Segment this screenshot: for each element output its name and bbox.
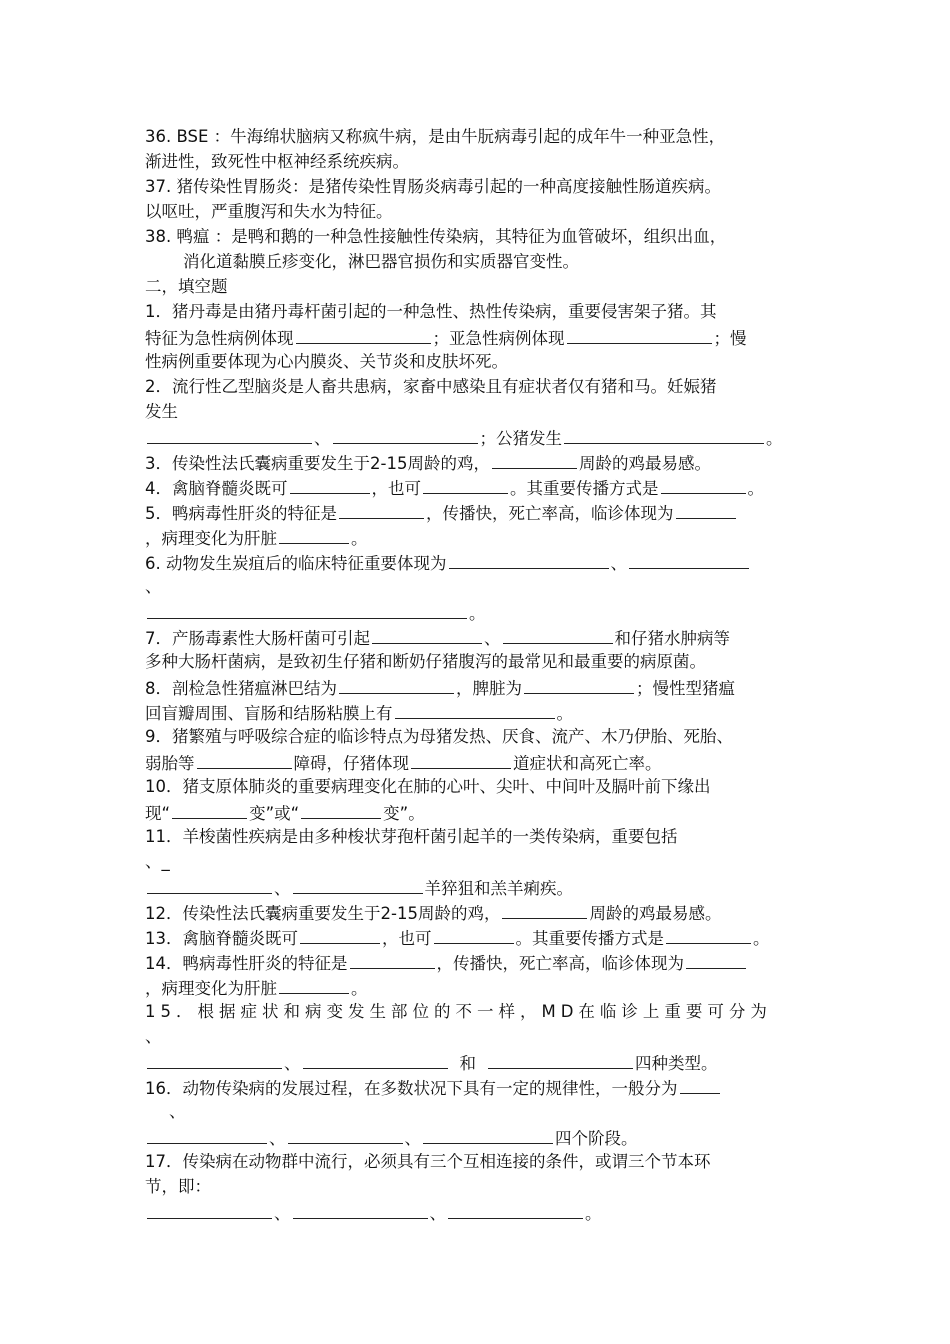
answer-blank[interactable] — [147, 600, 467, 619]
q9-line-2 — [145, 750, 820, 774]
answer-blank[interactable] — [147, 1200, 272, 1219]
q7-line-1 — [145, 625, 820, 649]
text: 四种类型。 — [635, 1054, 718, 1073]
text: 节，即： — [145, 1177, 211, 1196]
answer-blank[interactable] — [423, 475, 508, 494]
text: 消化道黏膜丘疹变化，淋巴器官损伤和实质器官变性。 — [183, 252, 579, 271]
text: 8．剖检急性猪瘟淋巴结为 — [145, 679, 337, 698]
item-38-line-1 — [145, 225, 820, 249]
text: 性病例重要体现为心内膜炎、关节炎和皮肤坏死。 — [145, 352, 508, 371]
answer-blank[interactable] — [293, 1200, 428, 1219]
answer-blank[interactable] — [293, 875, 423, 894]
answer-blank[interactable] — [197, 750, 292, 769]
text: 37. 猪传染性胃肠炎：是猪传染性胃肠炎病毒引起的一种高度接触性肠道疾病。 — [145, 177, 721, 196]
q12-line — [145, 900, 820, 924]
q10-line-2 — [145, 800, 820, 824]
text: 17．传染病在动物群中流行，必须具有三个互相连接的条件，或谓三个节本环 — [145, 1152, 711, 1171]
text: ，病理变化为肝脏 — [145, 979, 277, 998]
q11-line-3 — [145, 875, 820, 899]
text: 5．鸭病毒性肝炎的特征是 — [145, 504, 337, 523]
text: 10．猪支原体肺炎的重要病理变化在肺的心叶、尖叶、中间叶及膈叶前下缘出 — [145, 777, 711, 796]
answer-blank[interactable] — [147, 425, 312, 444]
answer-blank[interactable] — [629, 550, 749, 569]
q8-line-2 — [145, 700, 820, 724]
q2-line-1 — [145, 375, 820, 399]
text: 、 — [484, 629, 501, 648]
item-37-line-1 — [145, 175, 820, 199]
answer-blank[interactable] — [661, 475, 746, 494]
text: 6. 动物发生炭疽后的临床特征重要体现为 — [145, 554, 447, 573]
text: 、 — [404, 1129, 421, 1148]
answer-blank[interactable] — [449, 550, 609, 569]
text: 多种大肠杆菌病，是致初生仔猪和断奶仔猪腹泻的最常见和最重要的病原菌。 — [145, 652, 706, 671]
text: 12．传染性法氏囊病重要发生于2-15周龄的鸡， — [145, 904, 501, 923]
text: 2．流行性乙型脑炎是人畜共患病，家畜中感染且有症状者仅有猪和马。妊娠猪 — [145, 377, 717, 396]
answer-blank[interactable] — [686, 950, 746, 969]
answer-blank[interactable] — [423, 1125, 553, 1144]
answer-blank[interactable] — [411, 750, 511, 769]
text: 。 — [585, 1204, 602, 1223]
text: 9．猪繁殖与呼吸综合症的临诊特点为母猪发热、厌食、流产、木乃伊胎、死胎、 — [145, 727, 733, 746]
text: 13．禽脑脊髓炎既可 — [145, 929, 298, 948]
text: 变”。 — [383, 804, 425, 823]
answer-blank[interactable] — [448, 1200, 583, 1219]
text: 。 — [469, 604, 486, 623]
text: 。 — [556, 704, 573, 723]
text: ，也可 — [371, 479, 421, 498]
q17-line-1 — [145, 1150, 820, 1174]
answer-blank[interactable] — [288, 1125, 403, 1144]
item-38-line-2 — [145, 250, 820, 274]
text: 羊猝狙和羔羊痢疾。 — [424, 879, 573, 898]
text: 、 — [274, 1204, 291, 1223]
q5-line-2 — [145, 525, 820, 549]
text: ；亚急性病例体现 — [432, 329, 565, 348]
text: 、 — [169, 1102, 186, 1121]
answer-blank[interactable] — [339, 675, 454, 694]
q1-line-2 — [145, 325, 820, 349]
answer-blank[interactable] — [372, 625, 482, 644]
q3-line — [145, 450, 820, 474]
text: 障碍，仔猪体现 — [293, 754, 409, 773]
text: 11．羊梭菌性疾病是由多种梭状芽孢杆菌引起羊的一类传染病，重要包括 — [145, 827, 678, 846]
text: 、 — [284, 1054, 301, 1073]
text: 周龄的鸡最易感。 — [589, 904, 722, 923]
text: 和仔猪水肿病等 — [614, 629, 730, 648]
text: 周龄的鸡最易感。 — [578, 454, 711, 473]
text: 。 — [351, 979, 368, 998]
text: 、_ — [145, 852, 170, 871]
text: ，传播快，死亡率高，临诊体现为 — [426, 504, 674, 523]
text: ，传播快，死亡率高，临诊体现为 — [436, 954, 684, 973]
answer-blank[interactable] — [502, 900, 587, 919]
text: 、 — [269, 1129, 286, 1148]
q15-line-1 — [145, 1000, 820, 1024]
text: 现“ — [145, 804, 171, 823]
answer-blank[interactable] — [666, 925, 751, 944]
answer-blank[interactable] — [680, 1075, 720, 1094]
q14-line-2 — [145, 975, 820, 999]
text: 。 — [766, 429, 783, 448]
q1-line-3 — [145, 350, 820, 374]
text: 弱胎等 — [145, 754, 195, 773]
answer-blank[interactable] — [564, 425, 764, 444]
q16-line-1 — [145, 1075, 820, 1099]
text: 、 — [274, 879, 291, 898]
q15-line-3 — [145, 1050, 820, 1074]
text: 15．根据症状和病变发生部位的不一样，MD在临诊上重要可分为 — [145, 1002, 772, 1021]
q6-line-2 — [145, 575, 820, 599]
text: 发生 — [145, 402, 178, 421]
q13-line — [145, 925, 820, 949]
text: 四个阶段。 — [555, 1129, 638, 1148]
text: 1．猪丹毒是由猪丹毒杆菌引起的一种急性、热性传染病，重要侵害架子猪。其 — [145, 302, 717, 321]
answer-blank[interactable] — [301, 800, 381, 819]
text: 回盲瓣周围、盲肠和结肠粘膜上有 — [145, 704, 393, 723]
text: ；慢性型猪瘟 — [636, 679, 735, 698]
text: 。 — [747, 479, 764, 498]
q1-line-1 — [145, 300, 820, 324]
q6-line-3 — [145, 600, 820, 624]
item-36-line-2 — [145, 150, 820, 174]
q2-line-2 — [145, 400, 820, 424]
answer-blank[interactable] — [172, 800, 247, 819]
q14-line-1 — [145, 950, 820, 974]
q8-line-1 — [145, 675, 820, 699]
q9-line-1 — [145, 725, 820, 749]
answer-blank[interactable] — [296, 325, 431, 344]
text: ，脾脏为 — [456, 679, 522, 698]
q17-line-2 — [145, 1175, 820, 1199]
answer-blank[interactable] — [350, 950, 435, 969]
q16-line-3 — [145, 1125, 820, 1149]
answer-blank[interactable] — [434, 925, 514, 944]
text: 。 — [351, 529, 368, 548]
text: ，也可 — [382, 929, 432, 948]
text: 、 — [610, 554, 627, 573]
text: 特征为急性病例体现 — [145, 329, 294, 348]
text: 。其重要传播方式是 — [515, 929, 664, 948]
q11-line-2 — [145, 850, 820, 874]
text: 36. BSE ：牛海绵状脑病又称疯牛病，是由牛朊病毒引起的成年牛一种亚急性， — [145, 127, 726, 146]
text: ，病理变化为肝脏 — [145, 529, 277, 548]
answer-blank[interactable] — [147, 875, 272, 894]
q7-line-2 — [145, 650, 820, 674]
answer-blank[interactable] — [503, 625, 613, 644]
text: 7．产肠毒素性大肠杆菌可引起 — [145, 629, 370, 648]
text: 和 — [459, 1054, 476, 1073]
q6-line-1 — [145, 550, 820, 574]
q17-line-3 — [145, 1200, 820, 1224]
text: 3．传染性法氏囊病重要发生于2-15周龄的鸡， — [145, 454, 490, 473]
text: 、 — [145, 1027, 162, 1046]
text: 16．动物传染病的发展过程，在多数状况下具有一定的规律性，一般分为 — [145, 1079, 678, 1098]
answer-blank[interactable] — [303, 1050, 448, 1069]
q10-line-1 — [145, 775, 820, 799]
answer-blank[interactable] — [395, 700, 555, 719]
text: 38. 鸭瘟 ：是鸭和鹅的一种急性接触性传染病，其特征为血管破坏，组织出血， — [145, 227, 727, 246]
text: 以呕吐，严重腹泻和失水为特征。 — [145, 202, 393, 221]
q11-line-1 — [145, 825, 820, 849]
section-heading — [145, 275, 820, 299]
answer-blank[interactable] — [333, 425, 478, 444]
answer-blank[interactable] — [339, 500, 424, 519]
text: 、 — [314, 429, 331, 448]
answer-blank[interactable] — [488, 1050, 633, 1069]
item-36-line-1 — [145, 125, 820, 149]
text: 14．鸭病毒性肝炎的特征是 — [145, 954, 348, 973]
text: 道症状和高死亡率。 — [513, 754, 662, 773]
answer-blank[interactable] — [492, 450, 577, 469]
q16-line-2 — [145, 1100, 820, 1124]
item-37-line-2 — [145, 200, 820, 224]
answer-blank[interactable] — [567, 325, 712, 344]
q4-line — [145, 475, 820, 499]
section-title: 二，填空题 — [145, 277, 228, 296]
answer-blank[interactable] — [290, 475, 370, 494]
text: 。 — [753, 929, 770, 948]
text: 、 — [145, 577, 162, 596]
answer-blank[interactable] — [524, 675, 634, 694]
text: 变”或“ — [249, 804, 300, 823]
text: 4．禽脑脊髓炎既可 — [145, 479, 288, 498]
answer-blank[interactable] — [300, 925, 380, 944]
q2-line-3 — [145, 425, 820, 449]
answer-blank[interactable] — [279, 525, 349, 544]
answer-blank[interactable] — [676, 500, 736, 519]
answer-blank[interactable] — [147, 1125, 267, 1144]
text: ；公猪发生 — [479, 429, 562, 448]
text: ；慢 — [713, 329, 747, 348]
text: 渐进性，致死性中枢神经系统疾病。 — [145, 152, 409, 171]
text: 。其重要传播方式是 — [510, 479, 659, 498]
answer-blank[interactable] — [147, 1050, 282, 1069]
q5-line-1 — [145, 500, 820, 524]
answer-blank[interactable] — [279, 975, 349, 994]
text: 、 — [429, 1204, 446, 1223]
q15-line-2 — [145, 1025, 820, 1049]
